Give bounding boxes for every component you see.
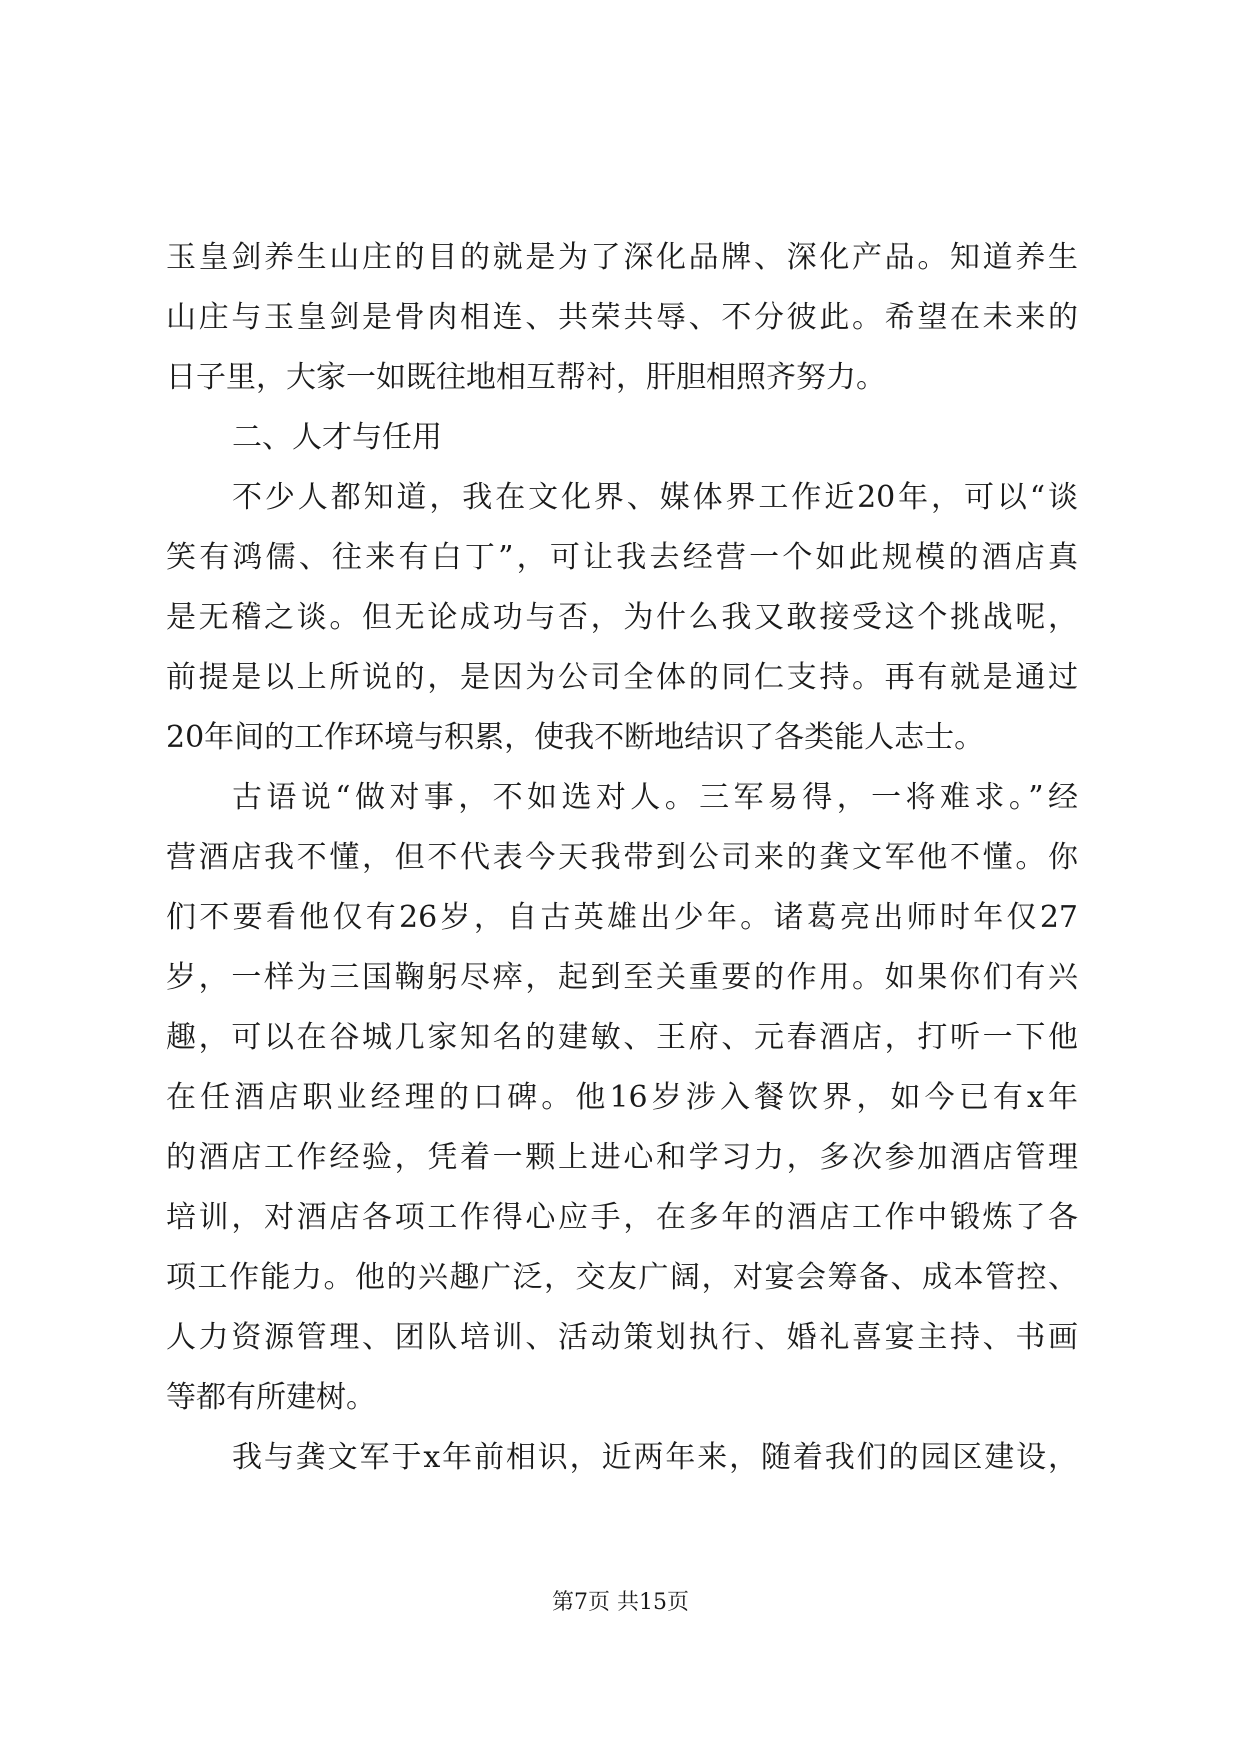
text-line: 培训，对酒店各项工作得心应手，在多年的酒店工作中锻炼了各 bbox=[166, 1200, 1078, 1235]
text-line: 等都有所建树。 bbox=[166, 1380, 376, 1415]
text-line: 20年间的工作环境与积累，使我不断地结识了各类能人志士。 bbox=[166, 720, 985, 755]
text-line: 前提是以上所说的，是因为公司全体的同仁支持。再有就是通过 bbox=[166, 660, 1078, 695]
text-line: 趣，可以在谷城几家知名的建敏、王府、元春酒店，打听一下他 bbox=[166, 1020, 1078, 1055]
text-line: 项工作能力。他的兴趣广泛，交友广阔，对宴会筹备、成本管控、 bbox=[166, 1260, 1078, 1295]
text-line: 不少人都知道，我在文化界、媒体界工作近20年，可以“谈 bbox=[232, 480, 1078, 515]
section-heading: 二、人才与任用 bbox=[232, 420, 442, 455]
text-line: 玉皇剑养生山庄的目的就是为了深化品牌、深化产品。知道养生 bbox=[166, 240, 1078, 275]
text-line: 人力资源管理、团队培训、活动策划执行、婚礼喜宴主持、书画 bbox=[166, 1320, 1078, 1355]
text-line: 日子里，大家一如既往地相互帮衬，肝胆相照齐努力。 bbox=[166, 360, 886, 395]
text-line: 是无稽之谈。但无论成功与否，为什么我又敢接受这个挑战呢， bbox=[166, 600, 1078, 635]
text-line: 我与龚文军于x年前相识，近两年来，随着我们的园区建设， bbox=[232, 1440, 1078, 1475]
text-line: 笑有鸿儒、往来有白丁”，可让我去经营一个如此规模的酒店真 bbox=[166, 540, 1078, 575]
text-line: 的酒店工作经验，凭着一颗上进心和学习力，多次参加酒店管理 bbox=[166, 1140, 1078, 1175]
text-line: 在任酒店职业经理的口碑。他16岁涉入餐饮界，如今已有x年 bbox=[166, 1080, 1078, 1115]
text-line: 营酒店我不懂，但不代表今天我带到公司来的龚文军他不懂。你 bbox=[166, 840, 1078, 875]
text-line: 古语说“做对事，不如选对人。三军易得，一将难求。”经 bbox=[232, 780, 1078, 815]
page-footer: 第7页 共15页 bbox=[552, 1590, 689, 1615]
text-line: 岁，一样为三国鞠躬尽瘁，起到至关重要的作用。如果你们有兴 bbox=[166, 960, 1078, 995]
body-text bbox=[166, 228, 1078, 1488]
text-line: 山庄与玉皇剑是骨肉相连、共荣共辱、不分彼此。希望在未来的 bbox=[166, 300, 1078, 335]
text-line: 们不要看他仅有26岁，自古英雄出少年。诸葛亮出师时年仅27 bbox=[166, 900, 1078, 935]
